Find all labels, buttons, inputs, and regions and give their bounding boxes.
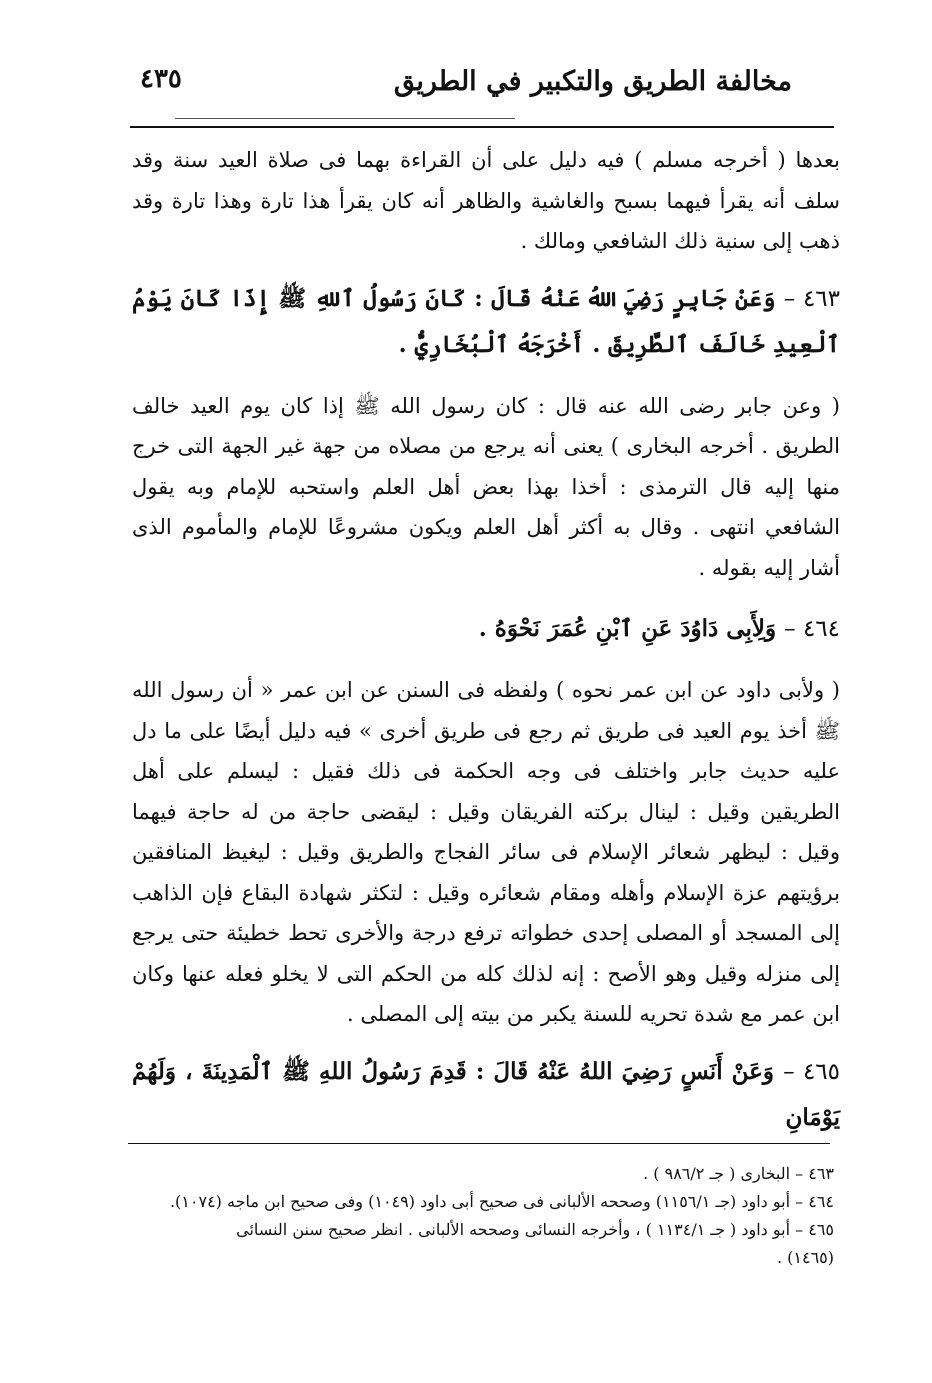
hadith-464 — [132, 606, 840, 652]
spacer — [132, 588, 840, 606]
footnote-rule — [128, 1143, 830, 1144]
running-title: مخالفة الطريق والتكبير في الطريق — [393, 66, 792, 97]
footnotes — [135, 1160, 834, 1272]
commentary-paragraph-3: ( ولأبى داود عن ابن عمر نحوه ) ولفظه فى السنن عن ابن عمر « أن رسول الله ﷺ أخذ يوم العيد فى طريق ثم رجع فى طريق أخرى » فيه دليل أيضًا على ما دل عليه حديث جابر واختلف فى وجه الحكمة فى ذلك فقيل : ليسلم على أهل الطريقين وقيل : لينال بركته الفريقان وقيل : ليقضى حاجة من له حاجة فيهما وقيل : ليظهر شعائر الإسلام فى سائر الفجاج والطريق وقيل : ليغيظ المنافقين برؤيتهم عزة الإسلام وأهله ومقام شعائره وقيل : لتكثر شهادة البقاع فإن الذاهب إلى المسجد أو المصلى إحدى خطواته ترفع درجة والأخرى تحط خطيئة حتى يرجع إلى منزله وقيل وهو الأصح : إنه لذلك كله من الحكم التى لا يخلو فعله عنها وكان ابن عمر مع شدة تحريه للسنة يكبر من بيته إلى المصلى . — [132, 678, 840, 1026]
footnote-463: ٤٦٣ – البخارى ( جـ ٩٨٦/٢ ) . — [643, 1164, 834, 1183]
hadith-text: وَعَنْ أَنَسٍ رَضِيَ اللهُ عَنْهُ قَالَ : قَدِمَ رَسُولُ اللهِ ﷺ ٱلْمَدِينَةَ ، وَلَهُمْ يَوْمَانِ — [132, 1057, 840, 1131]
hadith-number: ٤٦٥ – — [783, 1058, 841, 1085]
hadith-number: ٤٦٤ – — [784, 616, 840, 642]
hadith-number: ٤٦٣ – — [783, 285, 840, 312]
main-text — [132, 140, 840, 1141]
spacer — [132, 1035, 840, 1049]
footnote-465: ٤٦٥ – أبو داود ( جـ ١١٣٤/١ ) ، وأخرجه النسائى وصححه الألبانى . انظر صحيح سنن النسائى — [236, 1220, 834, 1239]
spacer — [132, 368, 840, 386]
spacer — [132, 262, 840, 276]
commentary-paragraph-1: بعدها ( أخرجه مسلم ) فيه دليل على أن القراءة بهما فى صلاة العيد سنة وقد سلف أنه يقرأ فيهما بسبح والغاشية والظاهر أنه كان يقرأ هذا تارة وهذا تارة وقد ذهب إلى سنية ذلك الشافعي ومالك . — [132, 148, 840, 253]
footnote-464: ٤٦٤ – أبو داود (جـ ١١٥٦/١) وصححه الألبانى فى صحيح أبى داود (١٠٤٩) وفى صحيح ابن ماجه (١٠٧٤). — [169, 1192, 834, 1211]
spacer — [132, 652, 840, 670]
commentary-paragraph-2: ( وعن جابر رضى الله عنه قال : كان رسول الله ﷺ إذا كان يوم العيد خالف الطريق . أخرجه البخارى ) يعنى أنه يرجع من مصلاه من جهة غير الجهة التى خرج منها إليه قال الترمذى : أخذا بهذا بعض أهل العلم واستحبه للإمام وبه يقول الشافعي انتهى . وقال به أكثر أهل العلم ويكون مشروعًا للإمام والمأموم الذى أشار إليه بقوله . — [132, 393, 840, 580]
page-header — [130, 60, 802, 110]
hadith-465 — [132, 1049, 840, 1141]
hadith-463 — [132, 276, 840, 368]
hadith-text: وَلِأَبِى دَاوُدَ عَنِ ٱبْنِ عُمَرَ نَحْوَهُ . — [478, 615, 777, 642]
hadith-text: وَعَنْ جَابِرٍ رَضِيَ اللهُ عَنْهُ قَالَ : كَانَ رَسُولُ ٱللهِ ﷺ إِذَا كَانَ يَوْمُ ٱلْعِيدِ خَالَفَ ٱلطَّرِيقَ . أَخْرَجَهُ ٱلْبُخَارِيُّ . — [132, 284, 840, 358]
header-rule — [130, 126, 834, 128]
footnote-465-continued: (١٤٦٥) . — [776, 1248, 834, 1267]
header-thin-rule — [175, 118, 515, 119]
page-number: ٤٣٥ — [140, 64, 182, 94]
